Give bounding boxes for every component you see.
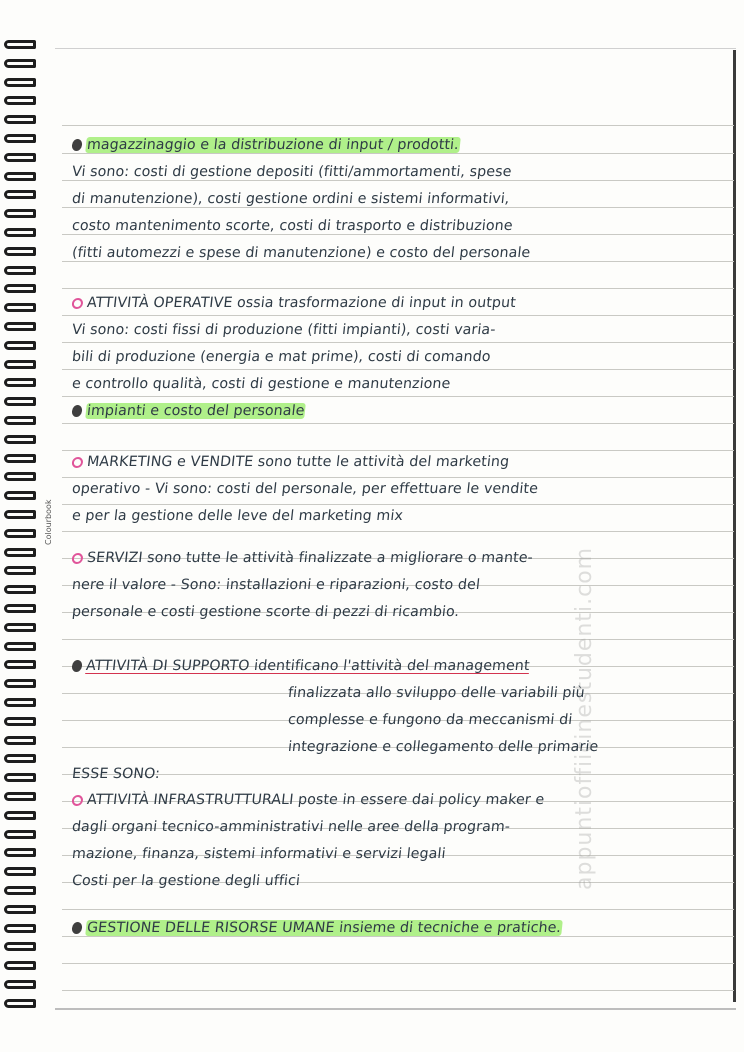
- text-line-content: ATTIVITÀ DI SUPPORTO identificano l'attività del management: [85, 658, 531, 674]
- pink-bullet-icon: [71, 553, 83, 564]
- spiral-ring: [4, 773, 36, 782]
- text-line: Vi sono: costi fissi di produzione (fitti impianti), costi varia-: [71, 322, 497, 338]
- dark-bullet-icon: [71, 405, 82, 417]
- text-line: [71, 548, 728, 568]
- dark-bullet-icon: [71, 660, 82, 672]
- text-line: [71, 656, 728, 676]
- spiral-ring: [4, 961, 36, 970]
- rule-line: [62, 504, 734, 505]
- spiral-ring: [4, 153, 36, 162]
- text-line: operativo - Vi sono: costi del personale, per effettuare le vendite: [71, 481, 539, 497]
- text-line: bili di produzione (energia e mat prime), costi di comando: [71, 349, 492, 365]
- spiral-ring: [4, 209, 36, 218]
- rule-line: [62, 288, 734, 289]
- spiral-ring: [4, 172, 36, 181]
- text-line: [71, 401, 728, 421]
- notebook-brand: Colourbook: [44, 499, 53, 545]
- rule-line: [62, 477, 734, 478]
- spiral-ring: [4, 322, 36, 331]
- spiral-ring: [4, 284, 36, 293]
- text-line: nere il valore - Sono: installazioni e riparazioni, costo del: [71, 577, 481, 593]
- text-line: e per la gestione delle leve del marketing mix: [71, 508, 404, 524]
- page-top-edge: [55, 48, 736, 49]
- spiral-ring: [4, 604, 36, 613]
- spiral-ring: [4, 585, 36, 594]
- spiral-ring: [4, 717, 36, 726]
- text-line: personale e costi gestione scorte di pezzi di ricambio.: [71, 604, 460, 620]
- spiral-ring: [4, 115, 36, 124]
- text-line: [71, 452, 728, 472]
- spiral-ring: [4, 378, 36, 387]
- text-line: mazione, finanza, sistemi informativi e servizi legali: [71, 846, 447, 862]
- spiral-ring: [4, 247, 36, 256]
- text-line-content: ATTIVITÀ INFRASTRUTTURALI poste in essere dai policy maker e: [86, 792, 546, 808]
- spiral-ring: [4, 848, 36, 857]
- rule-line: [62, 990, 734, 991]
- rule-line: [62, 450, 734, 451]
- spiral-binding: [0, 40, 40, 1020]
- spiral-ring: [4, 40, 36, 49]
- rule-line: [62, 396, 734, 397]
- pink-bullet-icon: [71, 795, 83, 806]
- dark-bullet-icon: [71, 139, 82, 151]
- spiral-ring: [4, 472, 36, 481]
- text-line: Vi sono: costi di gestione depositi (fitti/ammortamenti, spese: [71, 164, 513, 180]
- spiral-ring: [4, 228, 36, 237]
- rule-line: [62, 342, 734, 343]
- text-line: complesse e fungono da meccanismi di: [287, 712, 574, 728]
- spiral-ring: [4, 886, 36, 895]
- pink-bullet-icon: [71, 457, 83, 468]
- rule-line: [62, 125, 734, 126]
- spiral-ring: [4, 999, 36, 1008]
- spiral-ring: [4, 529, 36, 538]
- watermark: appuntioffiicinestudenti.com: [572, 546, 597, 890]
- text-line: [71, 918, 728, 938]
- spiral-ring: [4, 660, 36, 669]
- spiral-ring: [4, 698, 36, 707]
- spiral-ring: [4, 435, 36, 444]
- spiral-ring: [4, 78, 36, 87]
- rule-line: [62, 963, 734, 964]
- text-line: [71, 293, 728, 313]
- text-line: di manutenzione), costi gestione ordini e sistemi informativi,: [71, 191, 511, 207]
- spiral-ring: [4, 397, 36, 406]
- spiral-ring: [4, 303, 36, 312]
- page-bottom-edge: [55, 1008, 736, 1010]
- spiral-ring: [4, 867, 36, 876]
- text-line: e controllo qualità, costi di gestione e manutenzione: [71, 376, 452, 392]
- text-line-content: magazzinaggio e la distribuzione di input / prodotti.: [86, 137, 460, 153]
- spiral-ring: [4, 134, 36, 143]
- text-line-content: impianti e costo del personale: [86, 403, 306, 419]
- rule-line: [62, 531, 734, 532]
- dark-bullet-icon: [71, 922, 82, 934]
- spiral-ring: [4, 96, 36, 105]
- text-line: ESSE SONO:: [71, 766, 161, 782]
- spiral-ring: [4, 905, 36, 914]
- spiral-ring: [4, 566, 36, 575]
- rule-line: [62, 315, 734, 316]
- spiral-ring: [4, 924, 36, 933]
- page-right-edge: [733, 50, 736, 1002]
- spiral-ring: [4, 980, 36, 989]
- text-line-content: MARKETING e VENDITE sono tutte le attività del marketing: [86, 454, 510, 470]
- text-line: Costi per la gestione degli uffici: [71, 873, 301, 889]
- spiral-ring: [4, 341, 36, 350]
- spiral-ring: [4, 360, 36, 369]
- text-line-content: SERVIZI sono tutte le attività finalizzate a migliorare o mante-: [86, 550, 534, 566]
- spiral-ring: [4, 491, 36, 500]
- text-line: [71, 135, 728, 155]
- pink-bullet-icon: [71, 298, 83, 309]
- text-line-content: ATTIVITÀ OPERATIVE ossia trasformazione di input in output: [86, 295, 517, 311]
- spiral-ring: [4, 190, 36, 199]
- spiral-ring: [4, 754, 36, 763]
- spiral-ring: [4, 792, 36, 801]
- rule-line: [62, 909, 734, 910]
- text-line: finalizzata allo sviluppo delle variabili più: [287, 685, 586, 701]
- text-line: dagli organi tecnico-amministrativi nelle aree della program-: [71, 819, 511, 835]
- spiral-ring: [4, 548, 36, 557]
- spiral-ring: [4, 416, 36, 425]
- spiral-ring: [4, 830, 36, 839]
- text-line: (fitti automezzi e spese di manutenzione) e costo del personale: [71, 245, 532, 261]
- spiral-ring: [4, 679, 36, 688]
- spiral-ring: [4, 266, 36, 275]
- spiral-ring: [4, 510, 36, 519]
- rule-line: [62, 639, 734, 640]
- spiral-ring: [4, 623, 36, 632]
- rule-line: [62, 369, 734, 370]
- text-line: [71, 790, 728, 810]
- rule-line: [62, 423, 734, 424]
- text-line-content: GESTIONE DELLE RISORSE UMANE insieme di tecniche e pratiche.: [86, 920, 562, 936]
- spiral-ring: [4, 942, 36, 951]
- spiral-ring: [4, 736, 36, 745]
- text-line: integrazione e collegamento delle primarie: [287, 739, 600, 755]
- text-line: costo mantenimento scorte, costi di trasporto e distribuzione: [71, 218, 514, 234]
- spiral-ring: [4, 454, 36, 463]
- spiral-ring: [4, 811, 36, 820]
- spiral-ring: [4, 59, 36, 68]
- spiral-ring: [4, 642, 36, 651]
